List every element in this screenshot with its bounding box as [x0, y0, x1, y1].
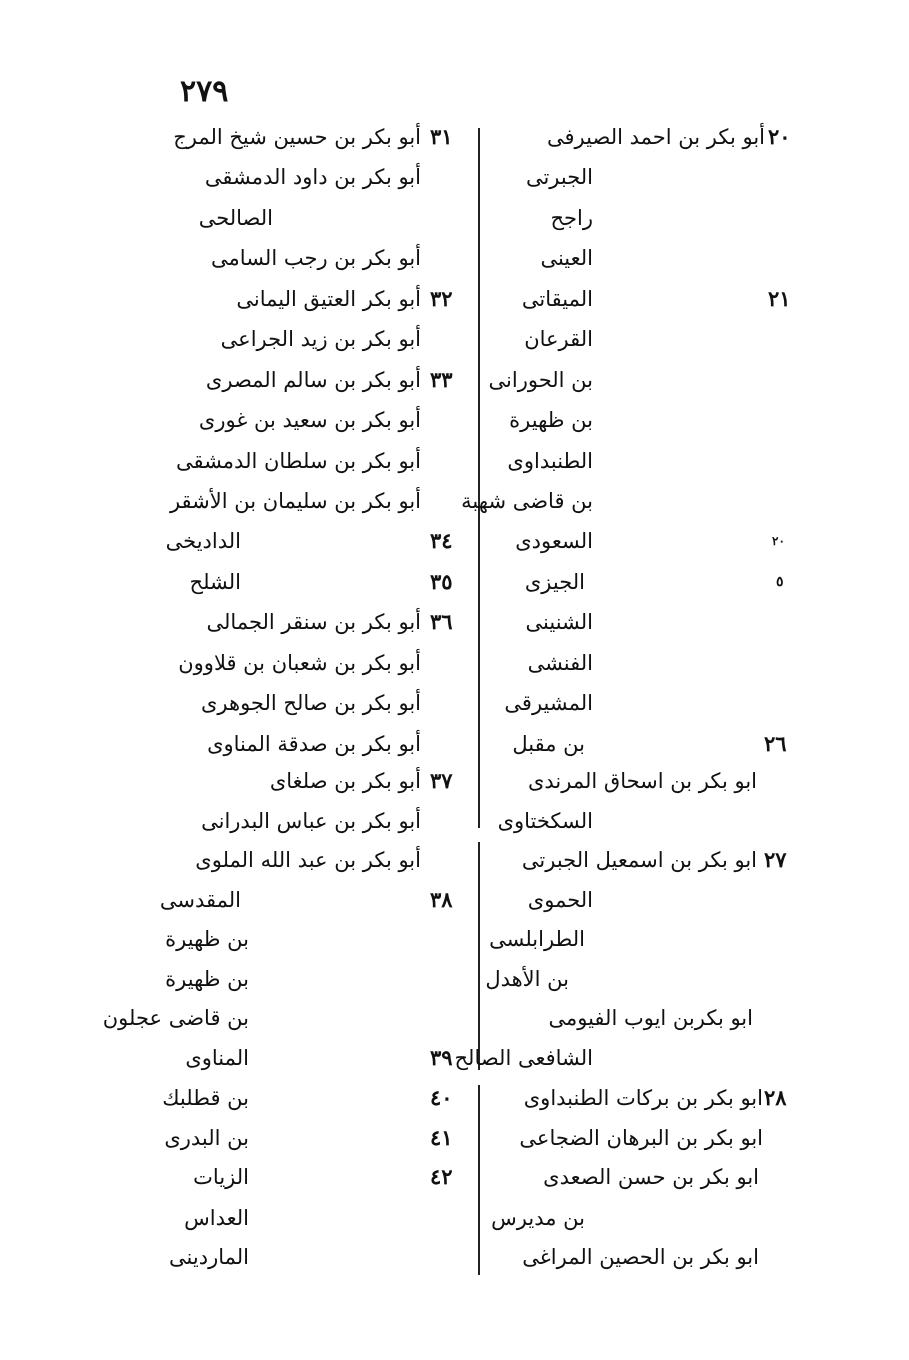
- list-item: أبو بكر بن رجب السامى: [211, 246, 421, 270]
- list-item: بن قاضى شهبة: [461, 489, 593, 513]
- list-item: أبو بكر بن سعيد بن غورى: [198, 408, 421, 432]
- list-item: ابو بكر بن اسمعيل الجبرتى: [521, 848, 757, 872]
- list-item: الجيزى: [524, 570, 585, 594]
- list-item: الزيات: [193, 1165, 249, 1189]
- list-item: أبو بكر بن زيد الجراعى: [220, 327, 421, 351]
- list-item: أبو بكر بن حسين شيخ المرج: [173, 125, 421, 149]
- entry-number: ٣٣: [430, 367, 453, 392]
- list-item: بن ظهيرة: [165, 927, 249, 951]
- list-item: أبو بكر بن شعبان بن قلاوون: [178, 651, 421, 675]
- list-item: بن مديرس: [491, 1206, 585, 1230]
- entry-number: ٣٤: [430, 528, 453, 553]
- entry-number: ٢٨: [764, 1085, 787, 1110]
- entry-number: ٥: [776, 574, 784, 590]
- entry-number: ٤١: [430, 1125, 453, 1150]
- list-item: المشيرقى: [504, 691, 593, 715]
- entry-number: ٢١: [768, 286, 791, 311]
- list-item: العداس: [184, 1206, 249, 1230]
- column-divider: [478, 1085, 480, 1275]
- list-item: أبو بكر بن صالح الجوهرى: [200, 691, 421, 715]
- list-item: ابو بكربن ايوب الفيومى: [548, 1006, 753, 1030]
- list-item: المقدسى: [159, 888, 241, 912]
- entry-number: ٣٢: [430, 286, 453, 311]
- list-item: بن البدرى: [164, 1126, 249, 1150]
- list-item: بن الأهدل: [485, 967, 569, 991]
- list-item: الميقاتى: [521, 287, 593, 311]
- list-item: القرعان: [524, 327, 593, 351]
- list-item: بن ظهيرة: [165, 967, 249, 991]
- page-number: ٢٧٩: [180, 74, 229, 109]
- list-item: ابو بكر بن بركات الطنبداوى: [523, 1086, 763, 1110]
- list-item: راجح: [550, 206, 593, 230]
- entry-number: ٣٥: [430, 569, 453, 594]
- list-item: أبو بكر بن سنقر الجمالى: [206, 610, 421, 634]
- entry-number: ٣٦: [430, 609, 453, 634]
- entry-number: ٤٠: [430, 1085, 453, 1110]
- entry-number: ٣١: [430, 124, 453, 149]
- list-item: السكختاوى: [497, 809, 593, 833]
- list-item: الشلح: [189, 570, 241, 594]
- list-item: السعودى: [515, 529, 593, 553]
- list-item: ابو بكر بن البرهان الضجاعى: [519, 1126, 763, 1150]
- list-item: العينى: [540, 246, 593, 270]
- column-divider: [478, 128, 480, 828]
- list-item: أبو بكر بن عبد الله الملوى: [195, 848, 421, 872]
- entry-number: ٣٧: [430, 768, 453, 793]
- list-item: ابو بكر بن الحصين المراغى: [522, 1245, 759, 1269]
- list-item: الطنبداوى: [507, 449, 593, 473]
- list-item: المناوى: [185, 1046, 249, 1070]
- entry-number: ٣٨: [430, 887, 453, 912]
- list-item: الفنشى: [527, 651, 593, 675]
- list-item: ابو بكر بن حسن الصعدى: [543, 1165, 759, 1189]
- entry-number: ٢٠: [772, 534, 785, 548]
- list-item: بن مقبل: [512, 732, 585, 756]
- entry-number: ٢٧: [764, 847, 787, 872]
- entry-number: ٣٩: [430, 1045, 453, 1070]
- list-item: أبو بكر بن سالم المصرى: [205, 368, 421, 392]
- list-item: الطرابلسى: [489, 927, 585, 951]
- list-item: الماردينى: [169, 1245, 249, 1269]
- list-item: أبو بكر بن صلغاى: [269, 769, 421, 793]
- list-item: الصالحى: [198, 206, 273, 230]
- entry-number: ٢٦: [764, 731, 787, 756]
- list-item: أبو بكر بن سليمان بن الأشقر: [169, 489, 421, 513]
- list-item: أبو بكر العتيق اليمانى: [236, 287, 421, 311]
- list-item: الشافعى الصالح: [454, 1046, 593, 1070]
- list-item: الداديخى: [165, 529, 241, 553]
- list-item: الشنينى: [525, 610, 593, 634]
- list-item: الحموى: [527, 888, 593, 912]
- list-item: بن قاضى عجلون: [102, 1006, 249, 1030]
- column-divider: [478, 842, 480, 1070]
- entry-number: ٢٠: [768, 124, 791, 149]
- list-item: بن الحورانى: [488, 368, 593, 392]
- list-item: الجبرتى: [525, 165, 593, 189]
- list-item: أبو بكر بن احمد الصيرفى: [547, 125, 765, 149]
- list-item: أبو بكر بن سلطان الدمشقى: [175, 449, 421, 473]
- list-item: بن ظهيرة: [509, 408, 593, 432]
- list-item: أبو بكر بن داود الدمشقى: [204, 165, 421, 189]
- entry-number: ٤٢: [430, 1164, 453, 1189]
- list-item: بن قطلبك: [162, 1086, 249, 1110]
- list-item: ابو بكر بن اسحاق المرندى: [527, 769, 757, 793]
- list-item: أبو بكر بن عباس البدرانى: [201, 809, 421, 833]
- list-item: أبو بكر بن صدقة المناوى: [207, 732, 421, 756]
